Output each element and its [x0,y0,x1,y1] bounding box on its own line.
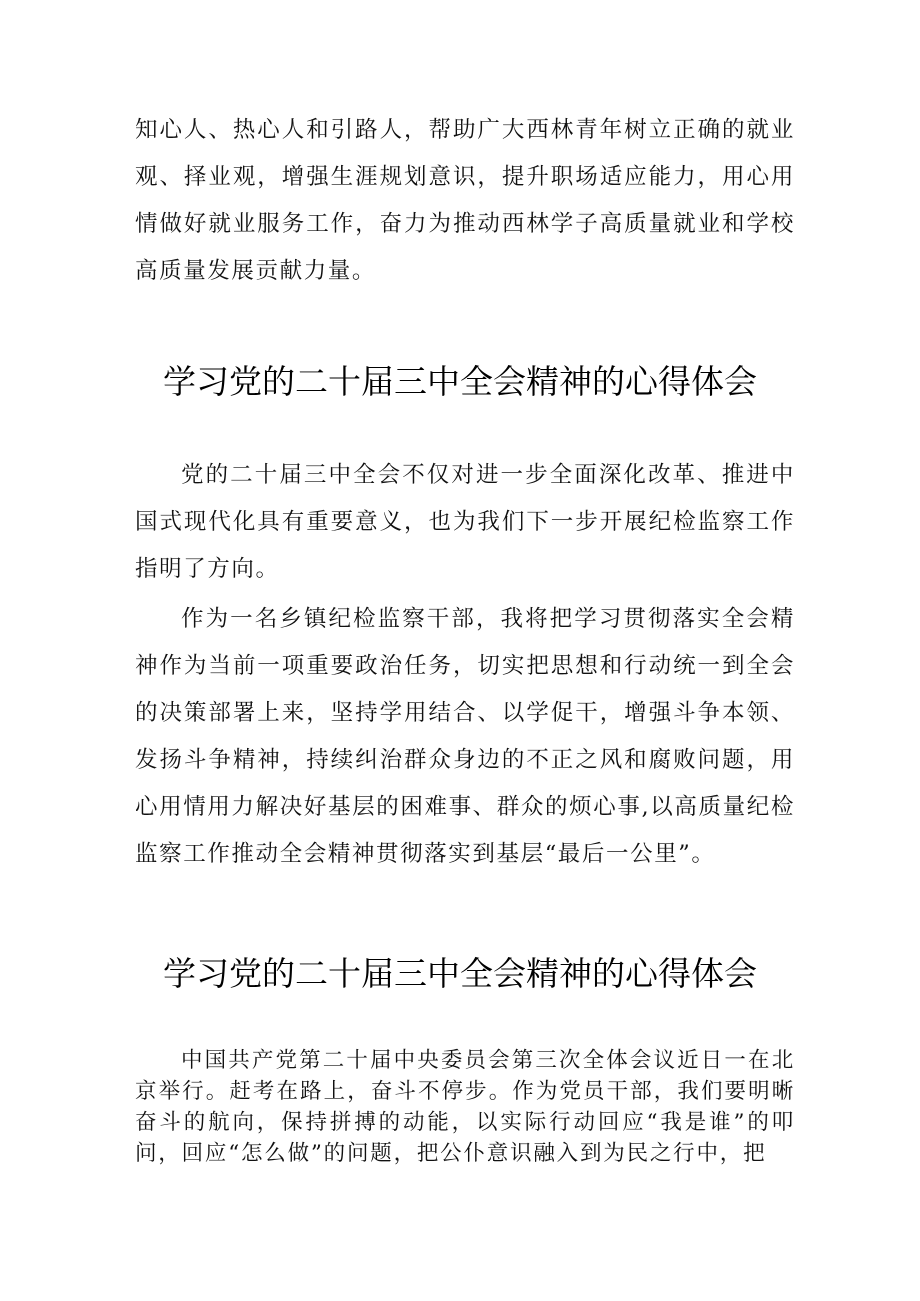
article-2-paragraph-1: 中国共产党第二十届中央委员会第三次全体会议近日一在北京举行。赶考在路上，奋斗不停步。作为党员干部，我们要明晰奋斗的航向，保持拼搏的动能，以实际行动回应“我是谁”的叩问，回应“怎么做”的问题，把公仆意识融入到为民之行中，把 [135,1048,795,1166]
article-1-paragraph-1: 党的二十届三中全会不仅对进一步全面深化改革、推进中国式现代化具有重要意义，也为我们下一步开展纪检监察工作指明了方向。 [135,462,795,582]
intro-paragraph: 知心人、热心人和引路人，帮助广大西林青年树立正确的就业观、择业观，增强生涯规划意识，提升职场适应能力，用心用情做好就业服务工作，奋力为推动西林学子高质量就业和学校高质量发展贡献力量。 [135,117,795,284]
article-1-title: 学习党的二十届三中全会精神的心得体会 [163,362,757,401]
article-1-paragraph-2: 作为一名乡镇纪检监察干部，我将把学习贯彻落实全会精神作为当前一项重要政治任务，切实把思想和行动统一到全会的决策部署上来，坚持学用结合、以学促干，增强斗争本领、发扬斗争精神，持续纠治群众身边的不正之风和腐败问题，用心用情用力解决好基层的困难事、群众的烦心事,以高质量纪检监察工作推动全会精神贯彻落实到基层“最后一公里”。 [135,606,795,867]
article-2-title: 学习党的二十届三中全会精神的心得体会 [163,954,757,993]
